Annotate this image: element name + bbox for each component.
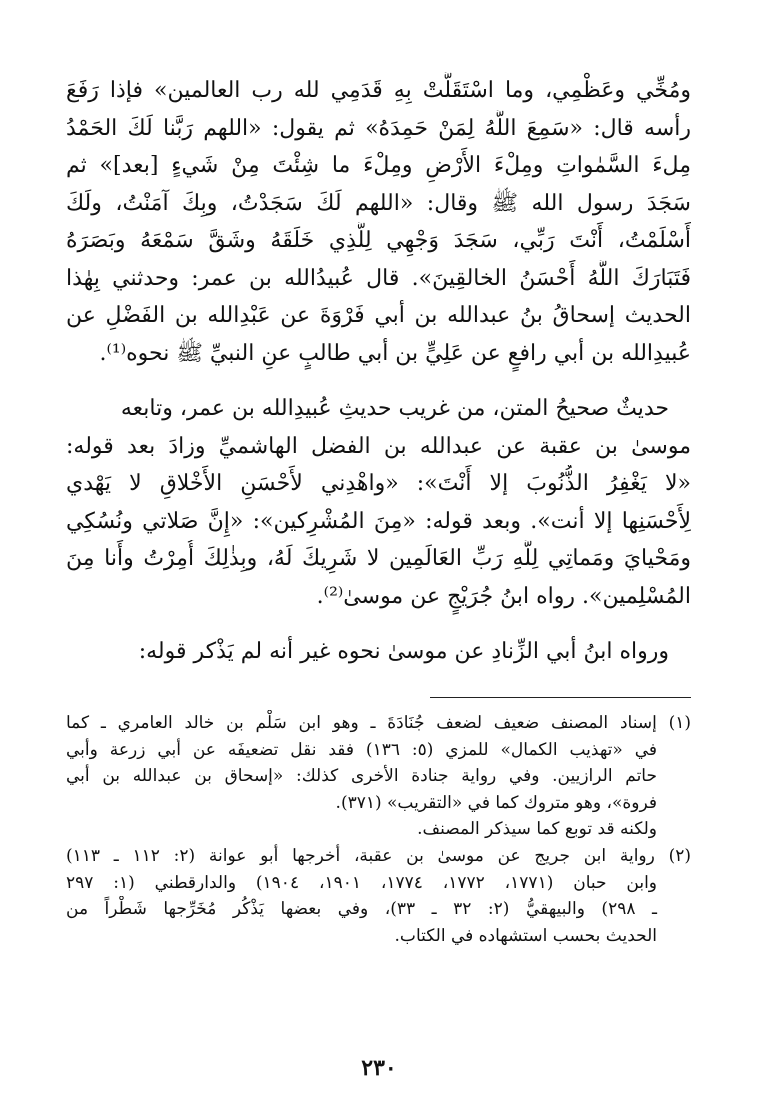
paragraph-3 [66, 633, 691, 671]
footnote-line: ولكنه قد توبع كما سيذكر المصنف. [417, 819, 657, 840]
footnote-line: الحديث بحسب استشهاده في الكتاب. [394, 925, 657, 946]
text-line: ومَحْيايَ ومَماتِي لِلَّهِ رَبِّ العَالَمِين لا شَرِيكَ لَهُ، وبِذٰلِكَ أُمِرْتُ وأَنا مِنَ [66, 546, 691, 571]
paragraph-1 [66, 72, 691, 372]
footnotes [66, 710, 691, 949]
text-line: أَسْلَمْتُ، أَنْتَ رَبِّي، سَجَدَ وَجْهِي لِلَّذِي خَلَقَهُ وشَقَّ سَمْعَهُ وبَصَرَهُ [66, 228, 691, 253]
text-line: مِلءَ السَّمٰواتِ ومِلْءَ الأَرْضِ ومِلْءَ ما شِئْتَ مِنْ شَيءٍ [بعد]» ثم [66, 153, 691, 178]
paragraph-2 [66, 390, 691, 615]
text-line: حديثٌ صحيحُ المتن، من غريب حديثِ عُبيدِالله بن عمر، وتابعه [120, 396, 669, 421]
main-text [66, 72, 691, 671]
text-line: لِأَحْسَنِها إلا أنت». وبعد قوله: «مِنَ المُشْرِكين»: «إِنَّ صَلاتي ونُسُكِي [66, 508, 691, 534]
footnote-1 [66, 710, 691, 843]
footnote-line: ـ ٢٩٨) والبيهقيُّ (٢: ٣٢ ـ ٣٣)، وفي بعضها يَذْكُر مُخَرِّجها شَطْراً من [66, 899, 657, 920]
text-line: سَجَدَ رسول الله ﷺ وقال: «اللهم لَكَ سَجَدْتُ، وبِكَ آمَنْتُ، ولَكَ [66, 190, 691, 216]
footnote-line: (٢) رواية ابن جريج عن موسىٰ بن عقبة، أخرجها أبو عوانة (٢: ١١٢ ـ ١١٣) [66, 845, 691, 866]
text-line: عُبيدِالله بن أبي رافعٍ عن عَلِيٍّ بن أبي طالبٍ عنِ النبيِّ ﷺ نحوه⁽¹⁾. [99, 340, 691, 366]
footnote-line: وابن حبان (١٧٧١، ١٧٧٢، ١٧٧٤، ١٩٠١، ١٩٠٤) والدارقطني (١: ٢٩٧ [66, 872, 658, 893]
text-line: ورواه ابنُ أبي الزِّنادِ عن موسىٰ نحوه غير أنه لم يَذْكر قوله: [138, 639, 669, 664]
footnote-divider [430, 697, 691, 698]
footnote-line: حاتم الرازيين. وفي رواية جنادة الأخرى كذلك: «إسحاق بن عبدالله بن أبي [66, 766, 657, 787]
text-line: الحديث إسحاقُ بنُ عبدالله بن أبي فَرْوَةَ عن عَبْدِالله بن الفَضْلِ عن [66, 303, 691, 328]
text-line: المُسْلِمين». رواه ابنُ جُرَيْجٍ عن موسىٰ⁽²⁾. [316, 583, 691, 609]
text-line: موسىٰ بن عقبة عن عبدالله بن الفضل الهاشميِّ وزادَ بعد قوله: [66, 433, 691, 459]
text-line: فَتَبَارَكَ اللَّهُ أَحْسَنُ الخالقِينَ». قال عُبيدُالله بن عمر: وحدثني بِهٰذا [66, 265, 691, 291]
footnote-2 [66, 843, 691, 949]
footnote-line: (١) إسناد المصنف ضعيف لضعف جُنَادَةَ ـ وهو ابن سَلْم بن خالد العامري ـ كما [66, 713, 691, 733]
text-line: رأسه قال: «سَمِعَ اللَّهُ لِمَنْ حَمِدَهُ» ثم يقول: «اللهم رَبَّنا لَكَ الحَمْدُ [66, 115, 691, 141]
text-line: «لا يَغْفِرُ الذُّنُوبَ إلا أَنْتَ»: «واهْدِني لأَحْسَنِ الأَخْلاقِ لا يَهْدي [66, 471, 691, 496]
footnote-line: في «تهذيب الكمال» للمزي (٥: ١٣٦) فقد نقل تضعيفَه عن أبي زرعة وأبي [66, 739, 657, 760]
text-line: ومُخِّي وعَظْمِي، وما اسْتَقَلَّتْ بِهِ قَدَمِي لله رب العالمين» فإذا رَفَعَ [66, 78, 691, 103]
page-number: ٢٣٠ [361, 1055, 397, 1081]
footnote-line: فروة»، وهو متروك كما في «التقريب» (٣٧١). [335, 792, 657, 813]
